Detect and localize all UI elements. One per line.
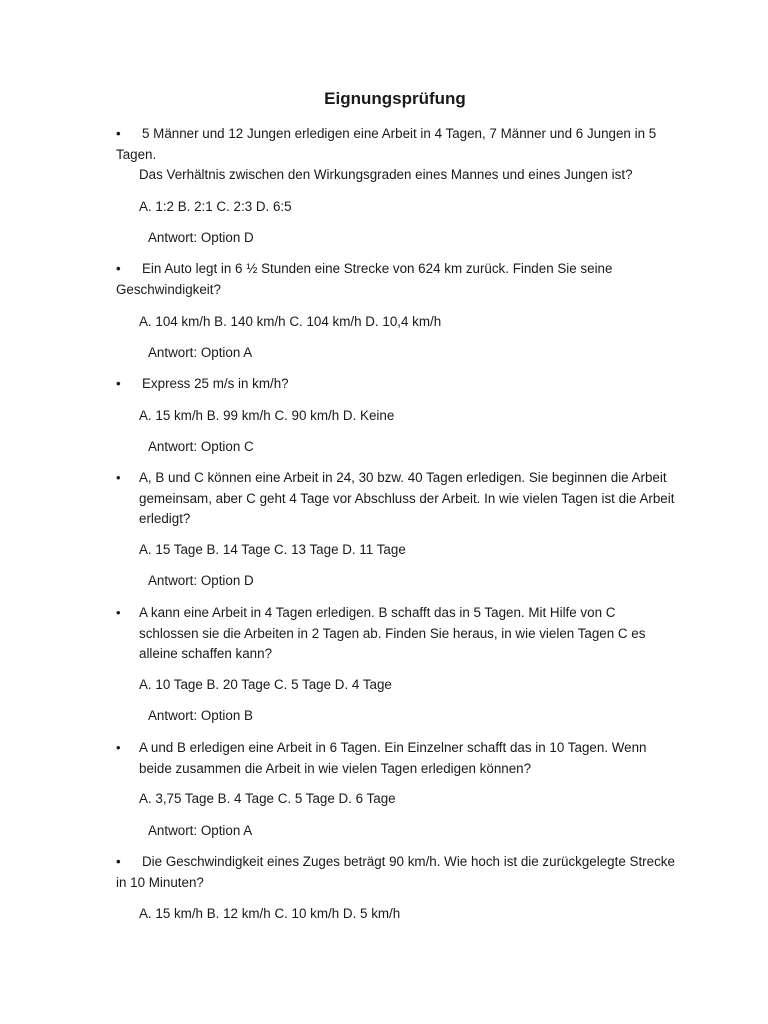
- question-3: [116, 374, 676, 395]
- bullet: •: [116, 126, 121, 141]
- answer-4: Antwort: Option D: [148, 573, 254, 588]
- answer-2: Antwort: Option A: [148, 345, 253, 360]
- options-2: A. 104 km/h B. 140 km/h C. 104 km/h D. 10,4 km/h: [139, 314, 442, 329]
- options-1: A. 1:2 B. 2:1 C. 2:3 D. 6:5: [139, 199, 292, 214]
- question-6: A und B erledigen eine Arbeit in 6 Tagen. Ein Einzelner schafft das in 10 Tagen. Wenn beide zusammen die Arbeit in wie vielen Tagen erledigen können?: [139, 740, 647, 776]
- answer-1: Antwort: Option D: [148, 230, 254, 245]
- options-3: A. 15 km/h B. 99 km/h C. 90 km/h D. Keine: [139, 408, 395, 423]
- bullet: •: [116, 261, 121, 276]
- options-4: A. 15 Tage B. 14 Tage C. 13 Tage D. 11 Tage: [139, 542, 406, 557]
- answer-5: Antwort: Option B: [148, 708, 253, 723]
- options-5: A. 10 Tage B. 20 Tage C. 5 Tage D. 4 Tage: [139, 677, 392, 692]
- options-7: A. 15 km/h B. 12 km/h C. 10 km/h D. 5 km/h: [139, 906, 401, 921]
- question-2: [116, 259, 676, 300]
- bullet: •: [116, 376, 121, 391]
- question-1: [116, 124, 676, 186]
- bullet: •: [116, 470, 121, 485]
- bullet: •: [116, 740, 121, 755]
- question-7: [116, 852, 676, 893]
- question-5: A kann eine Arbeit in 4 Tagen erledigen. B schafft das in 5 Tagen. Mit Hilfe von C schlossen sie die Arbeiten in 2 Tagen ab. Finden Sie heraus, in wie vielen Tagen C es alleine schaffen kann?: [139, 605, 646, 661]
- question-subtext: Das Verhältnis zwischen den Wirkungsgraden eines Mannes und eines Jungen ist?: [139, 167, 633, 182]
- answer-3: Antwort: Option C: [148, 439, 254, 454]
- answer-6: Antwort: Option A: [148, 823, 253, 838]
- bullet: •: [116, 605, 121, 620]
- question-4: A, B und C können eine Arbeit in 24, 30 bzw. 40 Tagen erledigen. Sie beginnen die Arbeit gemeinsam, aber C geht 4 Tage vor Abschluss der Arbeit. In wie vielen Tagen ist die Arbeit erledigt?: [139, 470, 675, 526]
- bullet: •: [116, 854, 121, 869]
- question-text: Ein Auto legt in 6 ½ Stunden eine Strecke von 624 km zurück. Finden Sie seine Geschwindigkeit?: [116, 261, 613, 297]
- question-text: Express 25 m/s in km/h?: [142, 376, 289, 391]
- question-text: 5 Männer und 12 Jungen erledigen eine Arbeit in 4 Tagen, 7 Männer und 6 Jungen in 5 Tagen.: [116, 126, 657, 162]
- options-6: A. 3,75 Tage B. 4 Tage C. 5 Tage D. 6 Tage: [139, 791, 396, 806]
- page-title: Eignungsprüfung: [324, 89, 466, 108]
- question-text: Die Geschwindigkeit eines Zuges beträgt 90 km/h. Wie hoch ist die zurückgelegte Strecke in 10 Minuten?: [116, 854, 675, 890]
